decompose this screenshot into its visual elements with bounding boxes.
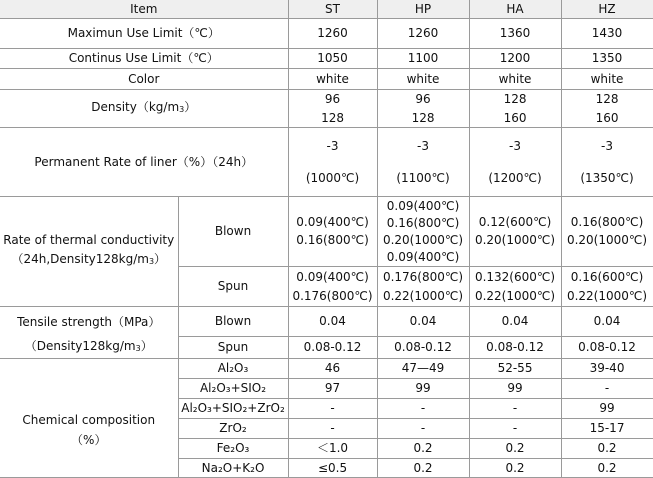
thermal-spun-st: [288, 266, 377, 306]
tensile-spun-hp: 0.08-0.12: [377, 336, 469, 358]
chem-hz: 15-17: [561, 418, 653, 438]
tensile-blown-row: [0, 306, 653, 336]
thermal-blown-row: [0, 196, 653, 266]
thermal-blown-hp: [377, 196, 469, 266]
liner-st: [288, 127, 377, 196]
thermal-label: [0, 196, 178, 306]
liner-ha-value: -3: [509, 138, 521, 153]
thermal-blown-hz: [561, 196, 653, 266]
max-use-hp: 1260: [377, 18, 469, 48]
header-st: ST: [288, 0, 377, 18]
liner-hz-value: -3: [601, 138, 613, 153]
color-ha: white: [469, 68, 561, 89]
tensile-label-line1: Tensile strength（MPa）: [0, 306, 178, 336]
thermal-spun-hz: [561, 266, 653, 306]
chem-name: Na₂O+K₂O: [178, 458, 288, 477]
thermal-spun-ha-1: 0.132(600℃): [474, 269, 556, 284]
chem-ha: 0.2: [469, 458, 561, 477]
thermal-blown-ha-1: 0.12(600℃): [478, 215, 552, 230]
thermal-spun-hp-1: 0.176(800℃): [382, 269, 464, 284]
chem-ha: 99: [469, 378, 561, 398]
max-use-row: [0, 18, 653, 48]
tensile-label-line2-sub: 3: [135, 343, 141, 353]
liner-hz: [561, 127, 653, 196]
density-hp-2: 128: [411, 110, 435, 125]
chemical-label: [0, 358, 178, 477]
liner-row: [0, 127, 653, 196]
thermal-blown-st-2: 0.16(800℃): [296, 233, 369, 248]
color-row: [0, 68, 653, 89]
tensile-label-line2-text: （Density128kg/m: [24, 338, 136, 353]
density-hz-2: 160: [595, 110, 619, 125]
thermal-spun-ha-2: 0.22(1000℃): [474, 288, 556, 303]
chem-ha: -: [469, 418, 561, 438]
color-hz: white: [561, 68, 653, 89]
chemical-label-line1: Chemical composition: [22, 412, 156, 427]
density-st-2: 128: [321, 110, 344, 125]
chem-hz: 0.2: [561, 458, 653, 477]
cont-use-label: Continus Use Limit（℃）: [0, 48, 288, 68]
thermal-blown-ha-2: 0.20(1000℃): [474, 233, 556, 248]
liner-hp-temp: (1100℃): [396, 170, 450, 185]
thermal-spun-label: Spun: [178, 266, 288, 306]
chem-hp: 0.2: [377, 438, 469, 458]
thermal-blown-hz-2: 0.20(1000℃): [566, 233, 648, 248]
chem-hp: 0.2: [377, 458, 469, 477]
cont-use-st: 1050: [288, 48, 377, 68]
chem-ha: -: [469, 398, 561, 418]
max-use-st: 1260: [288, 18, 377, 48]
chem-hz: 0.2: [561, 438, 653, 458]
tensile-blown-label: Blown: [178, 306, 288, 336]
header-item: Item: [0, 0, 288, 18]
color-hp: white: [377, 68, 469, 89]
max-use-label: Maximun Use Limit（℃）: [0, 18, 288, 48]
max-use-hz: 1430: [561, 18, 653, 48]
color-st: white: [288, 68, 377, 89]
chem-hp: 99: [377, 378, 469, 398]
tensile-spun-row: [0, 336, 653, 358]
tensile-label-line2-end: ）: [140, 338, 153, 353]
chem-st: 46: [288, 358, 377, 378]
chem-st: 97: [288, 378, 377, 398]
liner-hp-value: -3: [417, 138, 429, 153]
thermal-spun-hz-1: 0.16(600℃): [570, 269, 644, 284]
chem-st: ≤0.5: [288, 458, 377, 477]
tensile-spun-st: 0.08-0.12: [288, 336, 377, 358]
chem-hz: 99: [561, 398, 653, 418]
tensile-label-line2: [0, 336, 178, 358]
liner-hz-temp: (1350℃): [580, 170, 634, 185]
liner-st-value: -3: [326, 138, 339, 153]
chem-st: -: [288, 398, 377, 418]
liner-st-temp: (1000℃): [305, 170, 360, 185]
tensile-spun-ha: 0.08-0.12: [469, 336, 561, 358]
header-row: [0, 0, 653, 18]
density-hp-1: 96: [415, 91, 431, 106]
thermal-blown-hz-1: 0.16(800℃): [570, 215, 644, 230]
liner-ha-temp: (1200℃): [488, 170, 542, 185]
thermal-blown-hp-2: 0.20(1000℃): [382, 232, 464, 247]
thermal-blown-hp-bottom: 0.09(400℃): [386, 249, 460, 264]
liner-hp: [377, 127, 469, 196]
liner-label: Permanent Rate of liner（%）（24h）: [0, 127, 288, 196]
chem-name: Fe₂O₃: [178, 438, 288, 458]
chem-hz: 39-40: [561, 358, 653, 378]
chem-row-al2o3: [0, 358, 653, 378]
tensile-blown-ha: 0.04: [469, 306, 561, 336]
density-label-end: ）: [184, 99, 197, 114]
density-hp: [377, 89, 469, 127]
chem-name: ZrO₂: [178, 418, 288, 438]
header-ha: HA: [469, 0, 561, 18]
cont-use-row: [0, 48, 653, 68]
cont-use-hp: 1100: [377, 48, 469, 68]
density-ha-2: 160: [503, 110, 527, 125]
thermal-label-line1: Rate of thermal conductivity: [3, 233, 175, 248]
cont-use-hz: 1350: [561, 48, 653, 68]
density-label-sub: 3: [179, 104, 185, 114]
tensile-blown-st: 0.04: [288, 306, 377, 336]
thermal-spun-st-1: 0.09(400℃): [296, 269, 369, 284]
density-ha-1: 128: [503, 91, 527, 106]
chemical-label-line2: （%）: [71, 432, 107, 447]
thermal-spun-ha: [469, 266, 561, 306]
density-label-text: Density（kg/m: [91, 99, 180, 114]
max-use-ha: 1360: [469, 18, 561, 48]
thermal-label-line2-end: ）: [154, 252, 167, 267]
header-hz: HZ: [561, 0, 653, 18]
chem-name: Al₂O₃+SIO₂+ZrO₂: [178, 398, 288, 418]
thermal-label-line2-text: （24h,Density128kg/m: [11, 252, 149, 267]
density-hz-1: 128: [595, 91, 619, 106]
thermal-spun-hz-2: 0.22(1000℃): [566, 288, 648, 303]
chem-ha: 52-55: [469, 358, 561, 378]
chem-ha: 0.2: [469, 438, 561, 458]
tensile-blown-hz: 0.04: [561, 306, 653, 336]
density-hz: [561, 89, 653, 127]
color-label: Color: [0, 68, 288, 89]
thermal-blown-label: Blown: [178, 196, 288, 266]
thermal-spun-st-2: 0.176(800℃): [292, 288, 373, 303]
chem-hp: -: [377, 418, 469, 438]
chem-hp: -: [377, 398, 469, 418]
tensile-blown-hp: 0.04: [377, 306, 469, 336]
chem-hp: 47—49: [377, 358, 469, 378]
density-st-1: 96: [324, 91, 341, 106]
thermal-spun-hp: [377, 266, 469, 306]
thermal-label-line2-sub: 3: [148, 257, 155, 267]
density-ha: [469, 89, 561, 127]
liner-ha: [469, 127, 561, 196]
thermal-spun-hp-2: 0.22(1000℃): [382, 288, 464, 303]
thermal-blown-st-1: 0.09(400℃): [296, 215, 369, 230]
chem-name: Al₂O₃+SIO₂: [178, 378, 288, 398]
chem-st: -: [288, 418, 377, 438]
chem-hz: -: [561, 378, 653, 398]
header-hp: HP: [377, 0, 469, 18]
density-row: [0, 89, 653, 127]
thermal-blown-ha: [469, 196, 561, 266]
chem-name: Al₂O₃: [178, 358, 288, 378]
tensile-spun-hz: 0.08-0.12: [561, 336, 653, 358]
cont-use-ha: 1200: [469, 48, 561, 68]
thermal-blown-st: [288, 196, 377, 266]
thermal-blown-hp-top: 0.09(400℃): [386, 198, 460, 213]
tensile-spun-label: Spun: [178, 336, 288, 358]
thermal-blown-hp-1: 0.16(800℃): [386, 215, 460, 230]
density-label: [0, 89, 288, 127]
thermal-label-line2: [0, 252, 178, 269]
density-st: [288, 89, 377, 127]
chem-st: ＜1.0: [288, 438, 377, 458]
